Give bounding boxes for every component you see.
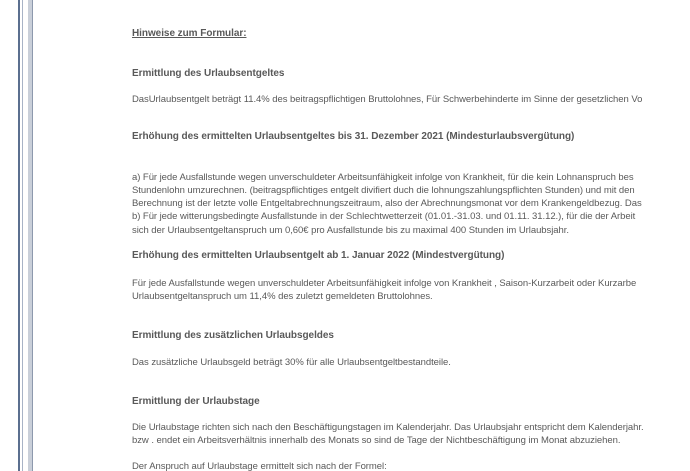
section-heading-urlaubstage: Ermittlung der Urlaubstage: [132, 396, 260, 407]
section-heading-urlaubsgeld: Ermittlung des zusätzlichen Urlaubsgeldes: [132, 330, 334, 341]
document-title: Hinweise zum Formular:: [132, 28, 247, 39]
paragraph-line: bzw . endet ein Arbeitsverhältnis innerhalb des Monats so sind de Tage der Nichtbeschäftigung im Monat abzuziehen.: [132, 435, 621, 446]
section-heading-erhoehung-2022: Erhöhung des ermittelten Urlaubsentgelt ab 1. Januar 2022 (Mindestvergütung): [132, 250, 505, 261]
paragraph-line: DasUrlaubsentgelt beträgt 11.4% des beitragspflichtigen Bruttolohnes, Für Schwerbehinderte im Sinne der gesetzlichen Vo: [132, 94, 643, 105]
paragraph-line: Der Anspruch auf Urlaubstage ermittelt sich nach der Formel:: [132, 461, 387, 471]
window-left-border: [0, 0, 34, 471]
paragraph-line: Das zusätzliche Urlaubsgeld beträgt 30% für alle Urlaubsentgeltbestandteile.: [132, 357, 451, 368]
paragraph-line: sich der Urlaubsentgeltanspruch um 0,60€ pro Ausfallstunde bis zu maximal 400 Stunden im Urlaubsjahr.: [132, 225, 569, 236]
section-heading-urlaubsentgelt: Ermittlung des Urlaubsentgeltes: [132, 68, 285, 79]
paragraph-line: Berechnung ist der letzte volle Entgeltabrechnungszeitraum, also der Abrechnungsmonat vor dem Krankengeldbezug. Das: [132, 198, 642, 209]
paragraph-line: Stundenlohn umzurechnen. (beitragspflichtiges entgelt divifiert duch die lohnungszahlungspflichten Stunden) und mit den: [132, 185, 635, 196]
border-line: [22, 0, 23, 471]
section-heading-erhoehung-2021: Erhöhung des ermittelten Urlaubsentgeltes bis 31. Dezember 2021 (Mindesturlaubsvergütung): [132, 131, 575, 142]
border-line: [32, 0, 33, 471]
paragraph-line: b) Für jede witterungsbedingte Ausfallstunde in der Schlechtwetterzeit (01.01.-31.03. und 01.11. 31.12.), für die der Arbeit: [132, 211, 636, 222]
paragraph-line: Die Urlaubstage richten sich nach den Beschäftigungstagen im Kalenderjahr. Das Urlaubsjahr entspricht dem Kalenderjahr.: [132, 422, 644, 433]
document-page: [34, 0, 690, 471]
paragraph-line: Urlaubsentgeltanspruch um 11,4% des zuletzt gemeldeten Bruttolohnes.: [132, 291, 433, 302]
paragraph-line: a) Für jede Ausfallstunde wegen unverschuldeter Arbeitsunfähigkeit infolge von Krankheit, für die kein Lohnanspruch bes: [132, 172, 634, 183]
border-line: [18, 0, 20, 471]
paragraph-line: Für jede Ausfallstunde wegen unverschuldeter Arbeitsunfähigkeit infolge von Krankheit , Saison-Kurzarbeit oder Kurzarbe: [132, 278, 637, 289]
